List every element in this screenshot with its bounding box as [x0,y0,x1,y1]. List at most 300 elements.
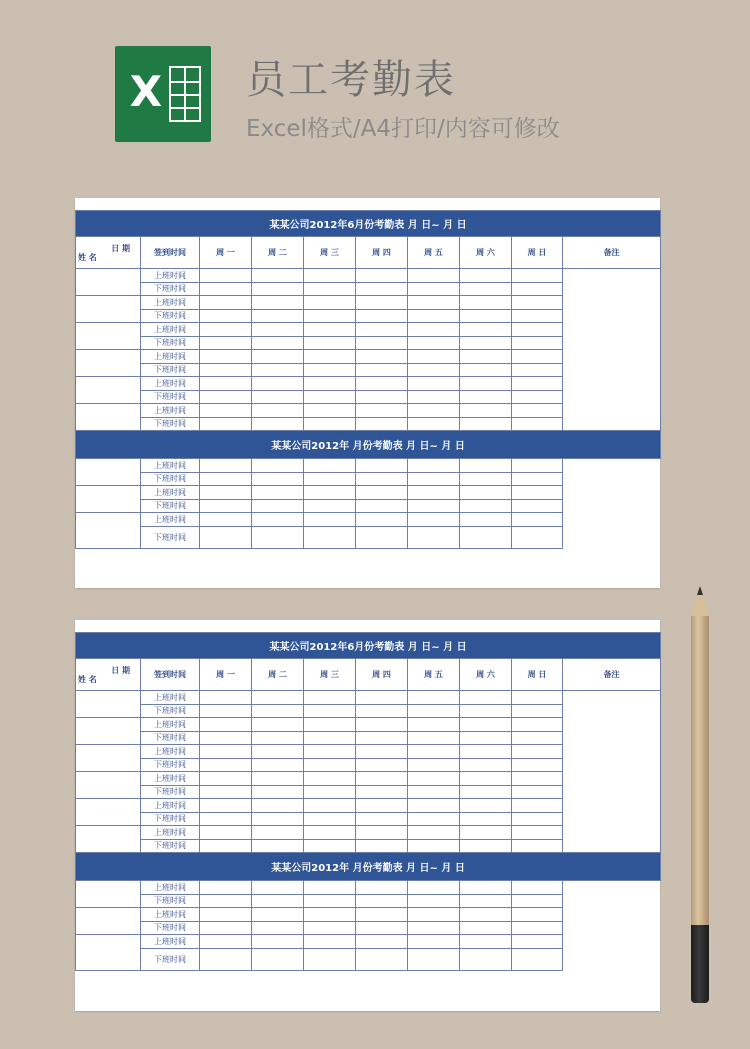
attendance-cell[interactable] [304,486,356,500]
attendance-cell[interactable] [304,390,356,404]
attendance-cell[interactable] [512,513,563,527]
attendance-cell[interactable] [408,282,460,296]
attendance-cell[interactable] [460,718,512,732]
attendance-cell[interactable] [252,758,304,772]
attendance-cell[interactable] [512,881,563,895]
attendance-cell[interactable] [460,799,512,813]
attendance-cell[interactable] [304,745,356,759]
attendance-cell[interactable] [460,948,512,971]
attendance-cell[interactable] [252,881,304,895]
attendance-cell[interactable] [200,459,252,473]
sign-in-label: 上班时间 [141,935,200,949]
excel-logo-icon [115,46,211,142]
attendance-cell[interactable] [252,526,304,549]
attendance-cell[interactable] [408,377,460,391]
attendance-cell[interactable] [304,309,356,323]
attendance-cell[interactable] [304,799,356,813]
attendance-cell[interactable] [408,691,460,705]
attendance-cell[interactable] [356,935,408,949]
attendance-cell[interactable] [304,350,356,364]
attendance-cell[interactable] [460,785,512,799]
attendance-cell[interactable] [356,704,408,718]
attendance-cell[interactable] [408,459,460,473]
employee-name-cell[interactable] [76,269,141,296]
attendance-cell[interactable] [460,377,512,391]
sign-out-label: 下班时间 [141,417,200,431]
attendance-cell[interactable] [460,269,512,283]
attendance-cell[interactable] [304,513,356,527]
corner-name-label: 姓 名 [78,253,97,262]
attendance-cell[interactable] [304,935,356,949]
attendance-cell[interactable] [252,745,304,759]
attendance-cell[interactable] [252,499,304,513]
attendance-cell[interactable] [200,269,252,283]
attendance-cell[interactable] [408,839,460,853]
employee-name-cell[interactable] [76,718,141,745]
attendance-table [75,632,661,971]
attendance-cell[interactable] [408,799,460,813]
attendance-cell[interactable] [408,812,460,826]
attendance-cell[interactable] [408,404,460,418]
attendance-cell[interactable] [252,826,304,840]
employee-name-cell[interactable] [76,772,141,799]
attendance-cell[interactable] [252,894,304,908]
attendance-cell[interactable] [408,309,460,323]
attendance-cell[interactable] [304,363,356,377]
attendance-cell[interactable] [356,908,408,922]
attendance-cell[interactable] [304,269,356,283]
attendance-cell[interactable] [356,309,408,323]
attendance-cell[interactable] [356,377,408,391]
attendance-cell[interactable] [356,336,408,350]
employee-name-cell[interactable] [76,935,141,971]
attendance-cell[interactable] [356,826,408,840]
attendance-cell[interactable] [304,417,356,431]
attendance-cell[interactable] [460,486,512,500]
attendance-cell[interactable] [460,323,512,337]
attendance-cell[interactable] [252,731,304,745]
attendance-cell[interactable] [356,499,408,513]
attendance-cell[interactable] [252,921,304,935]
attendance-cell[interactable] [460,499,512,513]
pencil-end-icon [691,925,709,1003]
sign-out-label: 下班时间 [141,526,200,549]
attendance-cell[interactable] [200,404,252,418]
attendance-cell[interactable] [408,908,460,922]
attendance-cell[interactable] [408,323,460,337]
attendance-cell[interactable] [304,499,356,513]
employee-name-cell[interactable] [76,486,141,513]
attendance-cell[interactable] [408,526,460,549]
attendance-cell[interactable] [252,908,304,922]
attendance-cell[interactable] [512,472,563,486]
attendance-cell[interactable] [460,691,512,705]
attendance-cell[interactable] [252,691,304,705]
attendance-cell[interactable] [356,363,408,377]
attendance-cell[interactable] [460,472,512,486]
attendance-cell[interactable] [512,323,563,337]
attendance-cell[interactable] [460,758,512,772]
attendance-cell[interactable] [252,323,304,337]
attendance-cell[interactable] [200,472,252,486]
attendance-cell[interactable] [512,745,563,759]
attendance-cell[interactable] [200,526,252,549]
attendance-cell[interactable] [408,718,460,732]
attendance-cell[interactable] [304,731,356,745]
attendance-cell[interactable] [460,390,512,404]
attendance-cell[interactable] [356,282,408,296]
attendance-cell[interactable] [460,745,512,759]
attendance-cell[interactable] [200,336,252,350]
sign-in-label: 上班时间 [141,799,200,813]
attendance-cell[interactable] [460,894,512,908]
attendance-cell[interactable] [200,704,252,718]
attendance-cell[interactable] [356,390,408,404]
attendance-cell[interactable] [304,718,356,732]
attendance-cell[interactable] [252,935,304,949]
attendance-cell[interactable] [304,785,356,799]
attendance-cell[interactable] [408,390,460,404]
attendance-cell[interactable] [200,812,252,826]
employee-name-cell[interactable] [76,323,141,350]
attendance-cell[interactable] [460,935,512,949]
attendance-cell[interactable] [304,881,356,895]
column-header: 周 三 [304,237,356,269]
employee-name-cell[interactable] [76,908,141,935]
employee-name-cell[interactable] [76,691,141,718]
attendance-cell[interactable] [460,881,512,895]
attendance-cell[interactable] [304,704,356,718]
attendance-cell[interactable] [356,772,408,786]
attendance-cell[interactable] [512,691,563,705]
attendance-cell[interactable] [512,826,563,840]
attendance-cell[interactable] [408,745,460,759]
attendance-cell[interactable] [356,839,408,853]
attendance-cell[interactable] [252,404,304,418]
attendance-cell[interactable] [460,731,512,745]
attendance-cell[interactable] [252,417,304,431]
logo-letter: X [129,67,163,116]
attendance-cell[interactable] [408,336,460,350]
attendance-cell[interactable] [200,881,252,895]
attendance-cell[interactable] [304,758,356,772]
sign-in-label: 上班时间 [141,486,200,500]
attendance-cell[interactable] [356,472,408,486]
attendance-cell[interactable] [200,839,252,853]
attendance-cell[interactable] [460,921,512,935]
attendance-cell[interactable] [252,513,304,527]
attendance-cell[interactable] [200,350,252,364]
attendance-cell[interactable] [460,336,512,350]
attendance-cell[interactable] [200,745,252,759]
attendance-cell[interactable] [356,691,408,705]
attendance-cell[interactable] [408,948,460,971]
corner-date-label: 日 期 [111,244,130,253]
employee-name-cell[interactable] [76,404,141,431]
attendance-cell[interactable] [460,296,512,310]
employee-name-cell[interactable] [76,799,141,826]
attendance-cell[interactable] [356,486,408,500]
attendance-cell[interactable] [512,417,563,431]
attendance-cell[interactable] [252,350,304,364]
attendance-cell[interactable] [252,459,304,473]
attendance-cell[interactable] [460,526,512,549]
table-title-2: 某某公司2012年 月份考勤表 月 日~ 月 日 [76,431,661,459]
employee-name-cell[interactable] [76,881,141,908]
attendance-cell[interactable] [512,459,563,473]
attendance-cell[interactable] [512,935,563,949]
attendance-cell[interactable] [304,377,356,391]
attendance-cell[interactable] [252,812,304,826]
attendance-cell[interactable] [304,323,356,337]
attendance-cell[interactable] [200,296,252,310]
attendance-cell[interactable] [408,921,460,935]
employee-name-cell[interactable] [76,745,141,772]
attendance-cell[interactable] [460,772,512,786]
attendance-cell[interactable] [460,404,512,418]
employee-name-cell[interactable] [76,459,141,486]
sign-out-label: 下班时间 [141,309,200,323]
attendance-cell[interactable] [200,935,252,949]
attendance-cell[interactable] [200,513,252,527]
corner-date-label: 日 期 [111,666,130,675]
attendance-cell[interactable] [512,731,563,745]
attendance-cell[interactable] [252,363,304,377]
attendance-cell[interactable] [460,513,512,527]
attendance-cell[interactable] [356,745,408,759]
attendance-cell[interactable] [252,948,304,971]
attendance-cell[interactable] [512,839,563,853]
attendance-cell[interactable] [304,826,356,840]
attendance-cell[interactable] [512,336,563,350]
attendance-cell[interactable] [200,377,252,391]
attendance-cell[interactable] [408,881,460,895]
attendance-cell[interactable] [512,758,563,772]
attendance-cell[interactable] [252,296,304,310]
attendance-cell[interactable] [200,691,252,705]
page-title: 员工考勤表 [246,57,456,103]
attendance-cell[interactable] [252,785,304,799]
employee-name-cell[interactable] [76,826,141,853]
attendance-cell[interactable] [252,390,304,404]
attendance-cell[interactable] [356,417,408,431]
attendance-cell[interactable] [408,513,460,527]
attendance-cell[interactable] [252,799,304,813]
attendance-cell[interactable] [460,459,512,473]
attendance-cell[interactable] [512,785,563,799]
attendance-cell[interactable] [408,269,460,283]
attendance-cell[interactable] [252,839,304,853]
attendance-cell[interactable] [356,894,408,908]
attendance-cell[interactable] [304,921,356,935]
attendance-sheet-2 [75,620,660,1011]
attendance-cell[interactable] [512,526,563,549]
attendance-cell[interactable] [512,921,563,935]
attendance-cell[interactable] [512,390,563,404]
remarks-cell[interactable] [563,691,661,853]
attendance-cell[interactable] [304,948,356,971]
attendance-sheet-1 [75,198,660,588]
attendance-cell[interactable] [200,390,252,404]
attendance-cell[interactable] [200,908,252,922]
attendance-cell[interactable] [200,785,252,799]
attendance-cell[interactable] [512,704,563,718]
attendance-cell[interactable] [304,839,356,853]
attendance-cell[interactable] [252,772,304,786]
sign-in-label: 上班时间 [141,513,200,527]
attendance-cell[interactable] [460,826,512,840]
attendance-cell[interactable] [200,309,252,323]
attendance-cell[interactable] [252,269,304,283]
attendance-cell[interactable] [408,935,460,949]
employee-name-cell[interactable] [76,350,141,377]
attendance-cell[interactable] [356,718,408,732]
attendance-cell[interactable] [252,336,304,350]
attendance-cell[interactable] [304,404,356,418]
remarks-cell[interactable] [563,269,661,431]
attendance-cell[interactable] [408,363,460,377]
sign-in-label: 上班时间 [141,881,200,895]
attendance-cell[interactable] [408,472,460,486]
attendance-cell[interactable] [460,908,512,922]
attendance-cell[interactable] [408,772,460,786]
attendance-cell[interactable] [512,718,563,732]
attendance-cell[interactable] [200,948,252,971]
attendance-cell[interactable] [252,309,304,323]
attendance-cell[interactable] [356,921,408,935]
sign-out-label: 下班时间 [141,282,200,296]
attendance-cell[interactable] [512,309,563,323]
attendance-cell[interactable] [200,894,252,908]
attendance-cell[interactable] [200,323,252,337]
attendance-cell[interactable] [304,282,356,296]
column-header: 周 一 [200,659,252,691]
attendance-cell[interactable] [356,269,408,283]
attendance-cell[interactable] [356,459,408,473]
attendance-cell[interactable] [356,731,408,745]
attendance-cell[interactable] [460,704,512,718]
column-header: 周 日 [512,237,563,269]
attendance-cell[interactable] [512,363,563,377]
attendance-cell[interactable] [200,799,252,813]
attendance-cell[interactable] [200,282,252,296]
sign-in-label: 上班时间 [141,718,200,732]
attendance-cell[interactable] [200,486,252,500]
attendance-cell[interactable] [408,826,460,840]
attendance-cell[interactable] [460,282,512,296]
attendance-cell[interactable] [408,499,460,513]
attendance-cell[interactable] [408,417,460,431]
attendance-cell[interactable] [200,772,252,786]
attendance-cell[interactable] [252,282,304,296]
attendance-cell[interactable] [408,785,460,799]
attendance-cell[interactable] [304,526,356,549]
attendance-cell[interactable] [408,758,460,772]
attendance-cell[interactable] [200,718,252,732]
attendance-cell[interactable] [200,826,252,840]
attendance-cell[interactable] [408,704,460,718]
attendance-cell[interactable] [512,894,563,908]
attendance-cell[interactable] [304,296,356,310]
attendance-cell[interactable] [512,772,563,786]
attendance-cell[interactable] [512,269,563,283]
attendance-cell[interactable] [356,799,408,813]
attendance-cell[interactable] [356,881,408,895]
attendance-cell[interactable] [304,336,356,350]
logo-grid-icon [169,66,201,122]
attendance-cell[interactable] [356,812,408,826]
attendance-cell[interactable] [512,799,563,813]
attendance-cell[interactable] [304,691,356,705]
attendance-cell[interactable] [356,758,408,772]
attendance-cell[interactable] [512,499,563,513]
attendance-cell[interactable] [408,486,460,500]
attendance-cell[interactable] [512,908,563,922]
attendance-cell[interactable] [252,377,304,391]
attendance-cell[interactable] [304,459,356,473]
attendance-cell[interactable] [512,282,563,296]
attendance-cell[interactable] [408,731,460,745]
attendance-cell[interactable] [252,718,304,732]
attendance-cell[interactable] [252,704,304,718]
attendance-cell[interactable] [304,772,356,786]
attendance-cell[interactable] [512,377,563,391]
attendance-cell[interactable] [304,472,356,486]
attendance-cell[interactable] [356,404,408,418]
attendance-cell[interactable] [460,812,512,826]
employee-name-cell[interactable] [76,296,141,323]
attendance-cell[interactable] [356,526,408,549]
attendance-cell[interactable] [356,296,408,310]
employee-name-cell[interactable] [76,377,141,404]
attendance-cell[interactable] [408,894,460,908]
attendance-cell[interactable] [512,404,563,418]
attendance-cell[interactable] [356,323,408,337]
attendance-cell[interactable] [356,513,408,527]
attendance-cell[interactable] [200,731,252,745]
attendance-cell[interactable] [200,758,252,772]
attendance-cell[interactable] [356,948,408,971]
sign-out-label: 下班时间 [141,948,200,971]
sign-in-label: 上班时间 [141,908,200,922]
attendance-cell[interactable] [356,785,408,799]
attendance-cell[interactable] [304,894,356,908]
attendance-cell[interactable] [408,350,460,364]
attendance-cell[interactable] [200,417,252,431]
attendance-cell[interactable] [512,296,563,310]
attendance-cell[interactable] [304,908,356,922]
attendance-cell[interactable] [200,363,252,377]
attendance-cell[interactable] [200,499,252,513]
attendance-cell[interactable] [512,486,563,500]
attendance-cell[interactable] [356,350,408,364]
attendance-cell[interactable] [408,296,460,310]
attendance-cell[interactable] [252,486,304,500]
attendance-cell[interactable] [460,363,512,377]
blank-area [563,881,661,971]
attendance-cell[interactable] [460,309,512,323]
attendance-cell[interactable] [460,839,512,853]
attendance-cell[interactable] [460,417,512,431]
attendance-cell[interactable] [200,921,252,935]
attendance-cell[interactable] [252,472,304,486]
employee-name-cell[interactable] [76,513,141,549]
attendance-cell[interactable] [460,350,512,364]
attendance-cell[interactable] [512,948,563,971]
attendance-cell[interactable] [512,812,563,826]
attendance-cell[interactable] [304,812,356,826]
attendance-cell[interactable] [512,350,563,364]
